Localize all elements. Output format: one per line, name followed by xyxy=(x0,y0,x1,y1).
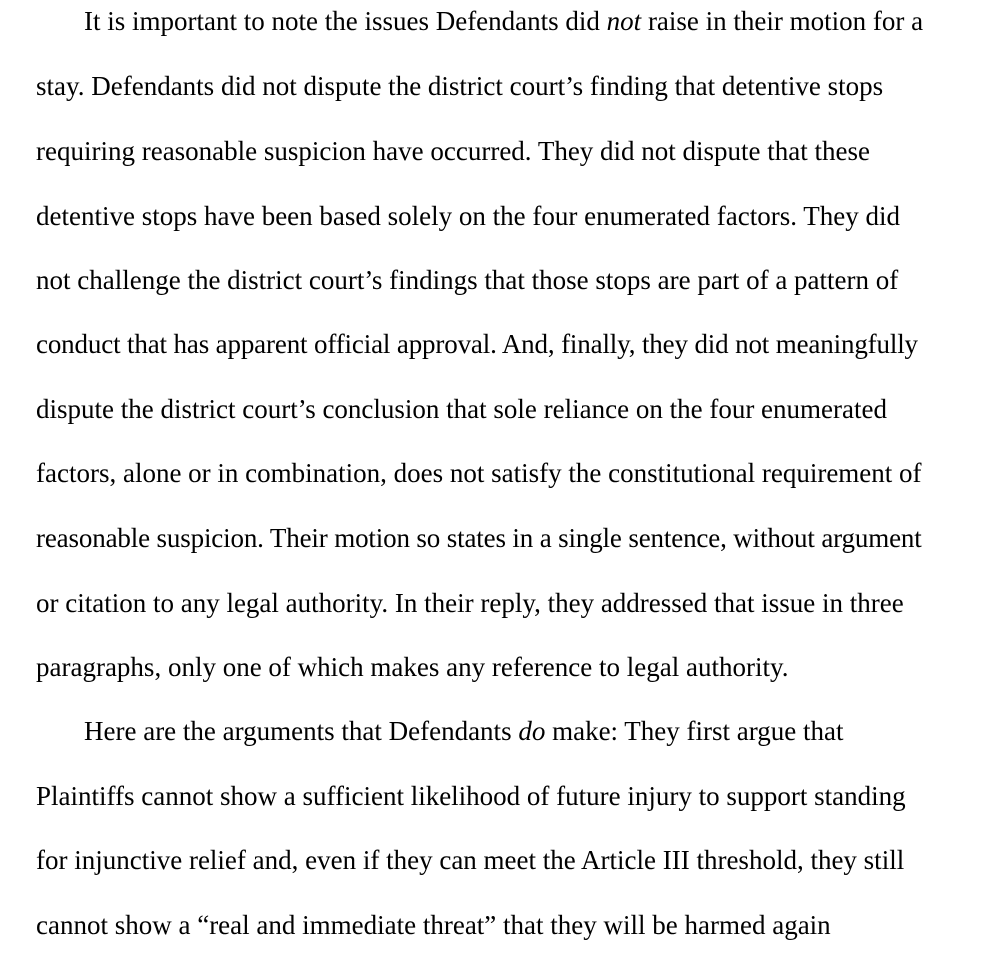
paragraph-1-line: paragraphs, only one of which makes any reference to legal authority. xyxy=(36,652,789,682)
emphasis-do: do xyxy=(518,716,546,746)
paragraph-2-line: cannot show a “real and immediate threat” that they will be harmed again xyxy=(36,910,831,940)
paragraph-2-first-line xyxy=(84,718,844,745)
paragraph-1-line: detentive stops have been based solely on the four enumerated factors. They did xyxy=(36,201,900,231)
paragraph-1-line: conduct that has apparent official approval. And, finally, they did not meaningfully xyxy=(36,329,918,359)
paragraph-1-line: not challenge the district court’s findings that those stops are part of a pattern of xyxy=(36,265,899,295)
paragraph-1-first-line xyxy=(84,8,923,35)
paragraph-2-line: for injunctive relief and, even if they can meet the Article III threshold, they still xyxy=(36,845,905,875)
paragraph-1-text-segment: raise in their motion for a xyxy=(641,6,924,36)
paragraph-1-line: dispute the district court’s conclusion that sole reliance on the four enumerated xyxy=(36,394,887,424)
paragraph-1-line: requiring reasonable suspicion have occurred. They did not dispute that these xyxy=(36,136,871,166)
paragraph-1-line: factors, alone or in combination, does not satisfy the constitutional requirement of xyxy=(36,458,922,488)
paragraph-2-text-segment: make: They first argue that xyxy=(545,716,844,746)
paragraph-1-line: or citation to any legal authority. In their reply, they addressed that issue in three xyxy=(36,588,904,618)
paragraph-2-text-segment: Here are the arguments that Defendants xyxy=(84,716,519,746)
paragraph-1-line: stay. Defendants did not dispute the district court’s finding that detentive stops xyxy=(36,71,884,101)
emphasis-not: not xyxy=(606,6,642,36)
paragraph-1-text-segment: It is important to note the issues Defendants did xyxy=(84,6,607,36)
paragraph-1-line: reasonable suspicion. Their motion so states in a single sentence, without argument xyxy=(36,523,922,553)
paragraph-2-line: Plaintiffs cannot show a sufficient likelihood of future injury to support standing xyxy=(36,781,906,811)
